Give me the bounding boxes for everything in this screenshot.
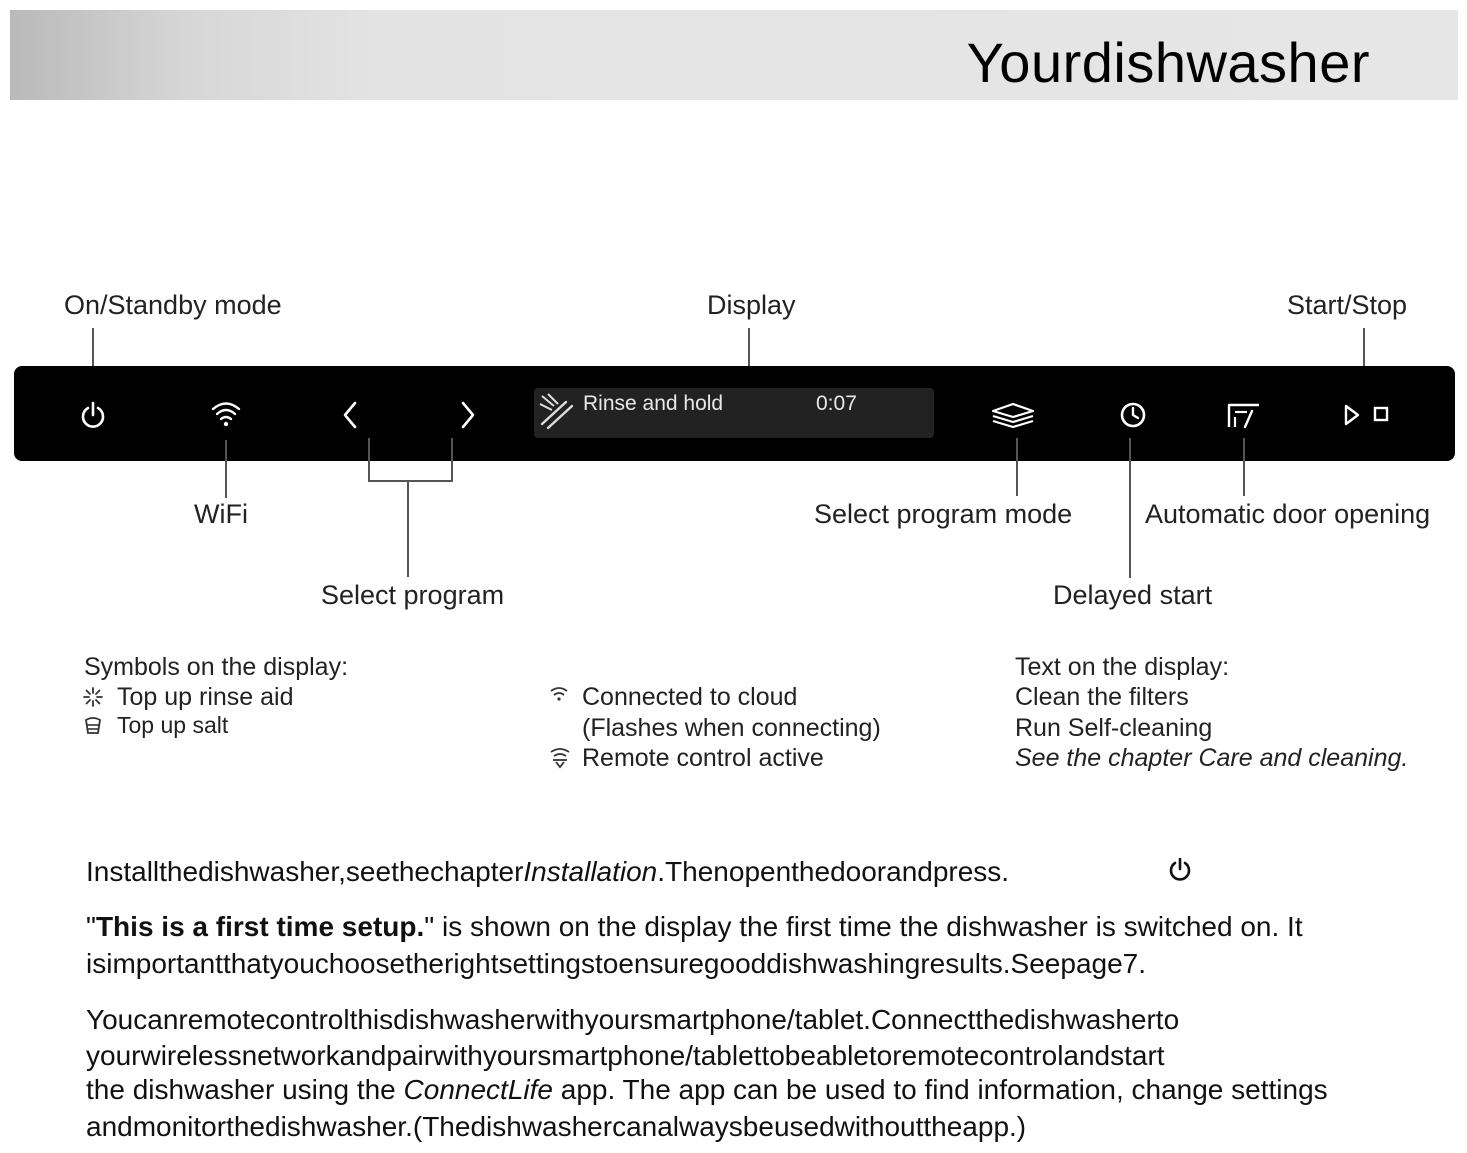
p3-text-c: app. The app can be used to find information, change settings [552, 1074, 1328, 1105]
p3-text-a: the dishwasher using the [86, 1074, 404, 1105]
symbol-cloud-note: (Flashes when connecting) [582, 714, 881, 742]
label-program-mode: Select program mode [814, 499, 1073, 529]
paragraph-first-setup-line1 [86, 911, 1303, 943]
label-start-stop: Start/Stop [1287, 290, 1408, 320]
symbol-cloud-label: Connected to cloud [582, 683, 798, 711]
symbols-heading: Symbols on the display: [84, 653, 349, 681]
leader-select-program [407, 481, 409, 577]
label-select-program: Select program [321, 580, 505, 610]
label-on-standby: On/Standby mode [64, 290, 282, 320]
salt-icon [82, 714, 104, 736]
remote-control-icon [549, 747, 571, 769]
symbol-remote-label: Remote control active [582, 744, 824, 772]
leader-select-left [368, 438, 370, 481]
paragraph-remote-line3 [86, 1074, 1328, 1106]
label-delayed-start: Delayed start [1053, 580, 1213, 610]
power-icon[interactable] [80, 401, 106, 429]
chevron-left-icon[interactable] [340, 400, 360, 430]
paragraph-first-setup-line2: isimportantthatyouchoosetherightsettingstoensuregooddishwashingresults.Seepage7. [86, 948, 1147, 979]
paragraph-remote-line2: yourwirelessnetworkandpairwithyoursmartphone/tablettobeabletoremotecontrolandstart [86, 1040, 1165, 1071]
p2-text-b: " is shown on the display the first time the dishwasher is switched on. It [424, 911, 1303, 942]
page-title: Yourdishwasher [966, 31, 1370, 94]
p3-connectlife: ConnectLife [403, 1074, 553, 1105]
p2-quote-open: " [86, 911, 96, 942]
wifi-icon[interactable] [210, 400, 242, 428]
paragraph-install [86, 856, 1009, 888]
cloud-wifi-icon [549, 686, 569, 702]
paragraph-remote-line1: Youcanremotecontrolthisdishwasherwithyoursmartphone/tablet.Connectthedishwasherto [86, 1004, 1180, 1035]
rinse-icon [538, 392, 578, 434]
p1-text-c: .Thenopenthedoorandpress. [657, 856, 1010, 887]
play-icon[interactable] [1342, 403, 1362, 427]
door-open-icon[interactable] [1226, 401, 1262, 429]
p2-bold-setup: This is a first time setup. [95, 911, 425, 942]
leader-select-right [451, 438, 453, 481]
paragraph-remote-line4: andmonitorthedishwasher.(Thedishwashercanalwaysbeusedwithouttheapp.) [86, 1111, 1027, 1142]
leader-program-mode [1016, 438, 1018, 496]
label-display: Display [707, 290, 796, 320]
text-display-line1: Clean the filters [1015, 683, 1189, 711]
program-mode-icon[interactable] [990, 401, 1036, 429]
text-display-line2: Run Self-cleaning [1015, 714, 1213, 742]
chevron-right-icon[interactable] [458, 400, 478, 430]
label-wifi: WiFi [194, 499, 248, 529]
display-program-name: Rinse and hold [583, 392, 724, 415]
label-automatic-door: Automatic door opening [1145, 499, 1431, 529]
p1-installation-link: Installation [523, 856, 658, 887]
leader-wifi [225, 440, 227, 498]
text-display-heading: Text on the display: [1015, 653, 1230, 681]
clock-icon[interactable] [1119, 401, 1147, 429]
symbol-salt-label: Top up salt [117, 712, 229, 738]
text-display-line3: See the chapter Care and cleaning. [1015, 744, 1409, 772]
symbol-rinse-aid-label: Top up rinse aid [117, 683, 294, 711]
display-time: 0:07 [816, 392, 857, 415]
p1-text-a: Installthedishwasher,seethechapter [86, 856, 524, 887]
stop-icon[interactable] [1372, 405, 1390, 423]
rinse-aid-icon [82, 686, 104, 708]
power-icon-inline [1167, 857, 1193, 883]
leader-delayed-start [1129, 438, 1131, 578]
leader-select-bracket [368, 480, 453, 482]
leader-door [1243, 438, 1245, 496]
